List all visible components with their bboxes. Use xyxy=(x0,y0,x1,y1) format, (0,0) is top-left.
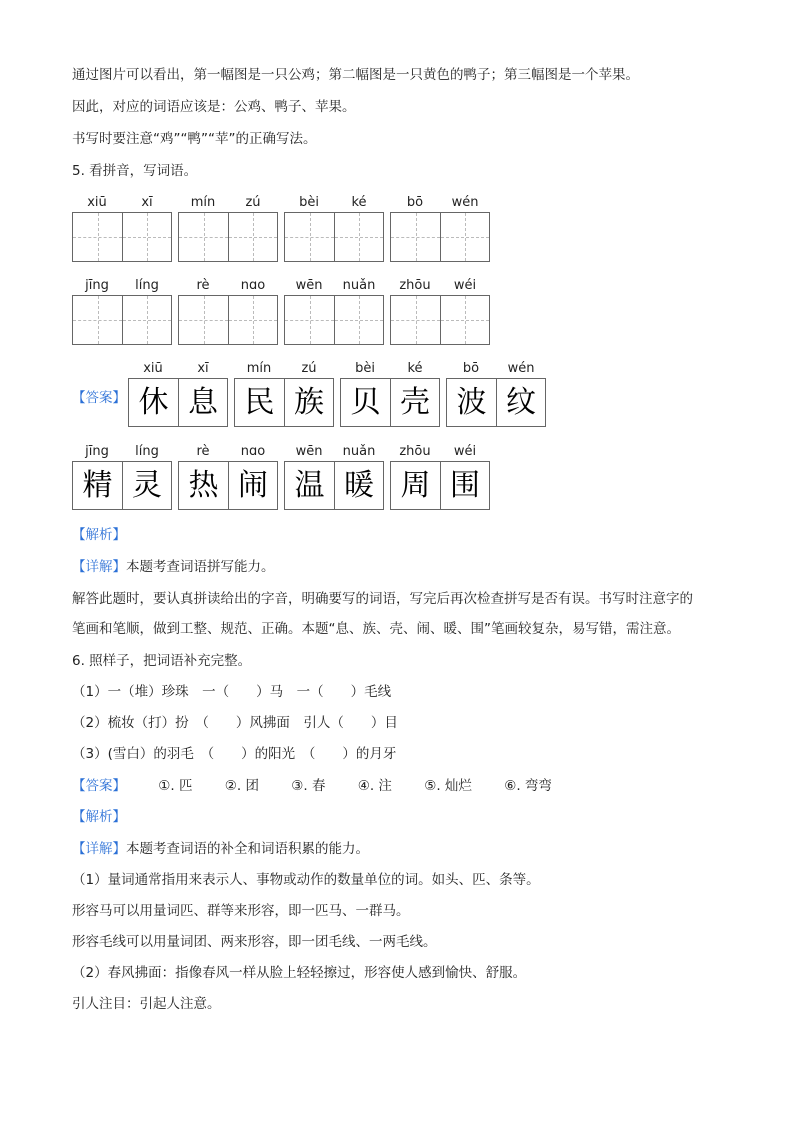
answer-char: 灵 xyxy=(132,467,162,503)
pinyin-syllable: xiū xyxy=(87,195,107,210)
answer-cell xyxy=(179,462,228,509)
pinyin-word-1-2 xyxy=(284,278,384,345)
pinyin-syllable: zú xyxy=(301,361,317,376)
answer-cell xyxy=(440,462,489,509)
writing-cell[interactable] xyxy=(179,296,228,344)
pinyin-syllable: bèi xyxy=(355,361,375,376)
answer-cell xyxy=(334,462,383,509)
q6-detail-line-1 xyxy=(72,840,369,858)
pinyin-syllable: bō xyxy=(406,195,424,210)
pinyin-label xyxy=(178,278,278,294)
q6-answer-line xyxy=(72,777,552,795)
pinyin-label xyxy=(234,361,334,377)
writing-cell[interactable] xyxy=(440,213,489,261)
pinyin-syllable: wén xyxy=(451,195,479,210)
pinyin-syllable: nɑo xyxy=(240,444,266,459)
pinyin-syllable: jīng xyxy=(85,278,109,293)
writing-cell[interactable] xyxy=(228,296,277,344)
pinyin-label xyxy=(390,195,490,211)
answer-cell xyxy=(341,379,390,426)
answer-char: 波 xyxy=(456,384,487,420)
answer-cell xyxy=(122,462,171,509)
writing-grid[interactable] xyxy=(72,212,172,262)
answer-word-0-2 xyxy=(340,361,440,427)
answer-word-1-0 xyxy=(72,444,172,510)
pinyin-syllable: zhōu xyxy=(399,444,431,459)
q5-detail-line-3: 笔画和笔顺，做到工整、规范、正确。本题“息、族、壳、闹、暖、围”笔画较复杂，易写错，需注意。 xyxy=(72,621,680,637)
writing-cell[interactable] xyxy=(391,213,440,261)
writing-cell[interactable] xyxy=(334,296,383,344)
pinyin-label xyxy=(284,195,384,211)
writing-cell[interactable] xyxy=(179,213,228,261)
pinyin-syllable: mín xyxy=(190,195,216,210)
q6-detail-text: 本题考查词语的补全和词语积累的能力。 xyxy=(126,841,369,857)
writing-grid[interactable] xyxy=(178,295,278,345)
q6-detail-line-4: 形容毛线可以用量词团、两来形容，即一团毛线、一两毛线。 xyxy=(72,934,437,950)
pinyin-syllable: nuǎn xyxy=(342,444,376,459)
answer-word-0-3 xyxy=(446,361,546,427)
pinyin-syllable: líng xyxy=(135,444,159,459)
pinyin-syllable: bō xyxy=(462,361,480,376)
answer-cell xyxy=(496,379,545,426)
pinyin-label xyxy=(390,278,490,294)
writing-grid[interactable] xyxy=(284,295,384,345)
answer-word-0-0 xyxy=(128,361,228,427)
writing-cell[interactable] xyxy=(73,296,122,344)
answer-cell xyxy=(390,379,439,426)
q5-detail-line-1 xyxy=(72,558,275,576)
answer-char: 壳 xyxy=(400,384,430,420)
answer-grid xyxy=(234,378,334,427)
writing-cell[interactable] xyxy=(391,296,440,344)
answer-grid xyxy=(72,461,172,510)
pinyin-word-0-1 xyxy=(178,195,278,262)
q5-detail-tag: 【详解】 xyxy=(72,559,126,575)
writing-grid[interactable] xyxy=(390,295,490,345)
writing-grid[interactable] xyxy=(284,212,384,262)
writing-cell[interactable] xyxy=(285,213,334,261)
answer-char: 纹 xyxy=(506,384,536,420)
answer-grid xyxy=(340,378,440,427)
answer-char: 休 xyxy=(138,384,169,420)
q5-detail-text: 本题考查词语拼写能力。 xyxy=(126,559,275,575)
q6-detail-line-5: （2）春风拂面：指像春风一样从脸上轻轻擦过，形容使人感到愉快、舒服。 xyxy=(72,965,527,981)
answer-cell xyxy=(235,379,284,426)
pinyin-syllable: xiū xyxy=(143,361,163,376)
q5-answer-tag: 【答案】 xyxy=(72,390,126,406)
pinyin-syllable: rè xyxy=(196,444,210,459)
writing-cell[interactable] xyxy=(228,213,277,261)
pinyin-syllable: jīng xyxy=(85,444,109,459)
pinyin-syllable: wēn xyxy=(295,278,323,293)
answer-word-1-1 xyxy=(178,444,278,510)
q6-detail-line-3: 形容马可以用量词匹、群等来形容，即一匹马、一群马。 xyxy=(72,903,410,919)
q6-detail-line-6: 引人注目：引起人注意。 xyxy=(72,996,221,1012)
pinyin-word-1-3 xyxy=(390,278,490,345)
answer-cell xyxy=(228,462,277,509)
pinyin-syllable: xī xyxy=(141,195,153,210)
pinyin-label xyxy=(72,195,172,211)
answer-cell xyxy=(129,379,178,426)
q6-answer-2: ②. 团 xyxy=(224,778,259,794)
answer-cell xyxy=(285,462,334,509)
pinyin-label xyxy=(72,278,172,294)
q6-answer-4: ④. 注 xyxy=(357,778,392,794)
writing-grid[interactable] xyxy=(72,295,172,345)
answer-char: 息 xyxy=(188,384,218,420)
pinyin-syllable: bèi xyxy=(299,195,319,210)
pinyin-label xyxy=(446,361,546,377)
answer-word-1-3 xyxy=(390,444,490,510)
q5-title: 5. 看拼音，写词语。 xyxy=(72,163,198,179)
answer-cell xyxy=(73,462,122,509)
writing-cell[interactable] xyxy=(122,296,171,344)
pinyin-label xyxy=(390,444,490,460)
pinyin-syllable: zú xyxy=(245,195,261,210)
answer-char: 温 xyxy=(294,467,325,503)
pinyin-word-0-3 xyxy=(390,195,490,262)
q6-detail-line-2: （1）量词通常指用来表示人、事物或动作的数量单位的词。如头、匹、条等。 xyxy=(72,872,540,888)
answer-char: 贝 xyxy=(350,384,381,420)
pinyin-label xyxy=(178,195,278,211)
writing-cell[interactable] xyxy=(285,296,334,344)
writing-grid[interactable] xyxy=(390,212,490,262)
answer-cell xyxy=(284,379,333,426)
pinyin-syllable: xī xyxy=(197,361,209,376)
answer-cell xyxy=(391,462,440,509)
answer-grid xyxy=(446,378,546,427)
pinyin-syllable: wéi xyxy=(453,278,477,293)
pinyin-syllable: ké xyxy=(351,195,367,210)
answer-cell xyxy=(178,379,227,426)
answer-grid xyxy=(390,461,490,510)
answer-char: 闹 xyxy=(238,467,268,503)
answer-grid xyxy=(178,461,278,510)
pinyin-syllable: rè xyxy=(196,278,210,293)
pinyin-syllable: mín xyxy=(246,361,272,376)
pinyin-word-1-0 xyxy=(72,278,172,345)
pinyin-syllable: zhōu xyxy=(399,278,431,293)
pinyin-syllable: wén xyxy=(507,361,535,376)
writing-cell[interactable] xyxy=(122,213,171,261)
writing-cell[interactable] xyxy=(440,296,489,344)
writing-cell[interactable] xyxy=(73,213,122,261)
answer-char: 周 xyxy=(400,467,431,503)
answer-char: 精 xyxy=(82,467,113,503)
q6-item-2: （2）梳妆（打）扮 （ ）风拂面 引人（ ）目 xyxy=(72,715,398,731)
pinyin-label xyxy=(340,361,440,377)
answer-cell xyxy=(447,379,496,426)
answer-word-1-2 xyxy=(284,444,384,510)
q6-answer-6: ⑥. 弯弯 xyxy=(504,778,552,794)
pinyin-label xyxy=(284,278,384,294)
intro-line-2: 因此，对应的词语应该是：公鸡、鸭子、苹果。 xyxy=(72,99,356,115)
pinyin-syllable: nɑo xyxy=(240,278,266,293)
pinyin-syllable: wēn xyxy=(295,444,323,459)
intro-line-3: 书写时要注意“鸡”“鸭”“苹”的正确写法。 xyxy=(72,131,317,147)
pinyin-word-0-0 xyxy=(72,195,172,262)
q6-answer-tag: 【答案】 xyxy=(72,778,126,794)
q6-detail-tag: 【详解】 xyxy=(72,841,126,857)
pinyin-syllable: ké xyxy=(407,361,423,376)
intro-line-1: 通过图片可以看出，第一幅图是一只公鸡；第二幅图是一只黄色的鸭子；第三幅图是一个苹果。 xyxy=(72,67,639,83)
answer-char: 围 xyxy=(450,467,480,503)
q5-analysis-tag: 【解析】 xyxy=(72,527,126,543)
writing-cell[interactable] xyxy=(334,213,383,261)
q6-item-1: （1）一（堆）珍珠 一（ ）马 一（ ）毛线 xyxy=(72,684,392,700)
pinyin-syllable: wéi xyxy=(453,444,477,459)
answer-char: 民 xyxy=(244,384,275,420)
answer-char: 族 xyxy=(294,384,324,420)
answer-grid xyxy=(284,461,384,510)
pinyin-syllable: líng xyxy=(135,278,159,293)
answer-grid xyxy=(128,378,228,427)
pinyin-syllable: nuǎn xyxy=(342,278,376,293)
answer-char: 热 xyxy=(188,467,219,503)
pinyin-label xyxy=(284,444,384,460)
writing-grid[interactable] xyxy=(178,212,278,262)
answer-char: 暖 xyxy=(344,467,374,503)
q6-analysis-tag: 【解析】 xyxy=(72,809,126,825)
q6-answer-5: ⑤. 灿烂 xyxy=(424,778,472,794)
q6-title: 6. 照样子，把词语补充完整。 xyxy=(72,653,252,669)
pinyin-word-0-2 xyxy=(284,195,384,262)
q5-detail-line-2: 解答此题时，要认真拼读给出的字音，明确要写的词语，写完后再次检查拼写是否有误。书写时注意字的 xyxy=(72,591,693,607)
q6-answer-3: ③. 春 xyxy=(291,778,326,794)
q6-answer-1: ①. 匹 xyxy=(158,778,193,794)
pinyin-label xyxy=(128,361,228,377)
pinyin-label xyxy=(72,444,172,460)
q6-item-3: （3）(雪白）的羽毛 （ ）的阳光 （ ）的月牙 xyxy=(72,746,397,762)
answer-word-0-1 xyxy=(234,361,334,427)
pinyin-label xyxy=(178,444,278,460)
pinyin-word-1-1 xyxy=(178,278,278,345)
